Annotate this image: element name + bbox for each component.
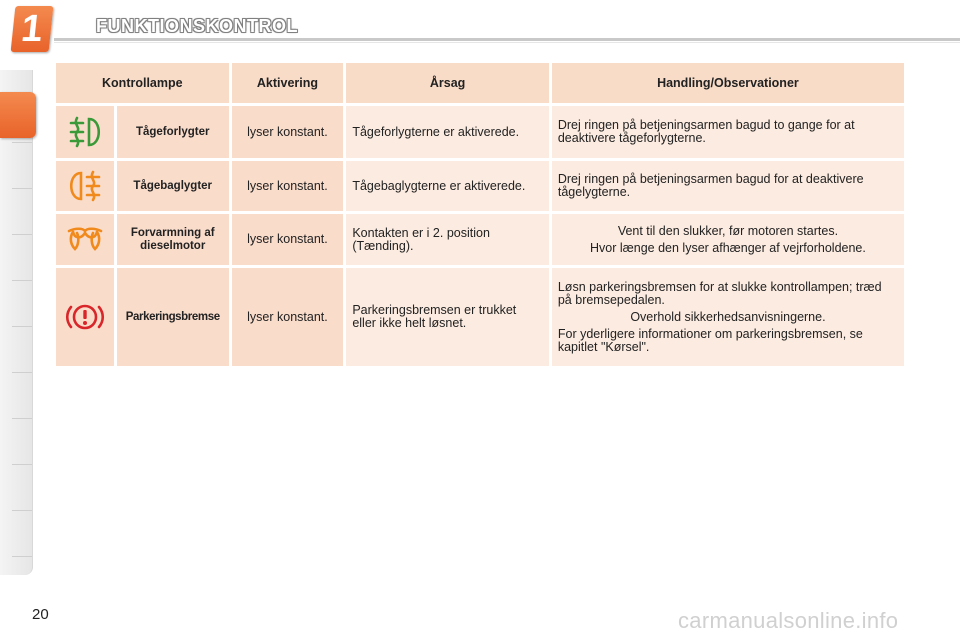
lamp-cause: Tågeforlygterne er aktiverede. xyxy=(346,106,549,158)
page-header xyxy=(0,0,960,60)
lamp-icon-cell xyxy=(56,106,114,158)
chapter-tabs xyxy=(0,70,33,575)
action-text: Drej ringen på betjeningsarmen bagud for at deaktivere tågelygterne. xyxy=(557,172,864,199)
action-text: Løsn parkeringsbremsen for at slukke kontrollampen; træd på bremsepedalen. xyxy=(557,279,882,307)
action-text: Overhold sikkerhedsanvisningerne. xyxy=(630,309,826,324)
tab-divider xyxy=(12,326,32,327)
column-header-arsag: Årsag xyxy=(346,63,549,103)
tab-divider xyxy=(12,234,32,235)
column-header-aktivering: Aktivering xyxy=(232,63,344,103)
table-header-row xyxy=(56,63,904,103)
lamp-name: Tågeforlygter xyxy=(117,106,229,158)
tab-divider xyxy=(12,418,32,419)
tab-divider xyxy=(12,372,32,373)
column-header-handling: Handling/Observationer xyxy=(552,63,904,103)
action-text: Vent til den slukker, før motoren startes. xyxy=(617,223,839,238)
table-row xyxy=(56,268,904,366)
page-title: FUNKTIONSKONTROL xyxy=(96,16,298,36)
chapter-number: 1 xyxy=(19,8,45,50)
tab-divider xyxy=(12,280,32,281)
parking-brake-icon xyxy=(64,300,106,334)
header-rule xyxy=(54,38,960,41)
lamp-actions xyxy=(552,268,904,366)
column-header-kontrollampe: Kontrollampe xyxy=(56,63,229,103)
lamp-activation: lyser konstant. xyxy=(232,214,344,265)
lamp-actions xyxy=(552,106,904,158)
tab-divider xyxy=(12,188,32,189)
header-rule-shadow xyxy=(54,42,960,43)
watermark: carmanualsonline.info xyxy=(678,608,899,633)
glow-plug-icon xyxy=(65,225,105,255)
lamp-icon-cell xyxy=(56,268,114,366)
lamp-actions xyxy=(552,214,904,265)
lamp-activation: lyser konstant. xyxy=(232,161,344,211)
front-fog-light-icon xyxy=(65,115,105,149)
lamp-cause: Kontakten er i 2. position (Tænding). xyxy=(346,214,549,265)
lamp-icon-cell xyxy=(56,161,114,211)
lamp-actions xyxy=(552,161,904,211)
lamp-icon-cell xyxy=(56,214,114,265)
tab-divider xyxy=(12,142,32,143)
tab-divider xyxy=(12,510,32,511)
table-row xyxy=(56,106,904,158)
tab-divider xyxy=(12,556,32,557)
rear-fog-light-icon xyxy=(65,169,105,203)
action-text: Hvor længe den lyser afhænger af vejrforholdene. xyxy=(590,240,866,255)
lamp-name: Tågebaglygter xyxy=(117,161,229,211)
lamp-name: Parkeringsbremse xyxy=(117,268,229,366)
lamp-name: Forvarmning af dieselmotor xyxy=(117,214,229,265)
table-row xyxy=(56,161,904,211)
action-text: Drej ringen på betjeningsarmen bagud to gange for at deaktivere tågeforlygterne. xyxy=(557,118,855,145)
table-row xyxy=(56,214,904,265)
lamp-cause: Tågebaglygterne er aktiverede. xyxy=(346,161,549,211)
tab-divider xyxy=(12,464,32,465)
lamp-activation: lyser konstant. xyxy=(232,268,344,366)
page-number: 20 xyxy=(32,606,49,623)
warning-lamp-table xyxy=(56,63,904,369)
lamp-cause: Parkeringsbremsen er trukket eller ikke helt løsnet. xyxy=(346,268,549,366)
action-text: For yderligere informationer om parkeringsbremsen, se kapitlet "Kørsel". xyxy=(557,326,863,354)
lamp-activation: lyser konstant. xyxy=(232,106,344,158)
chapter-badge xyxy=(11,6,54,52)
active-chapter-tab[interactable] xyxy=(0,92,36,138)
